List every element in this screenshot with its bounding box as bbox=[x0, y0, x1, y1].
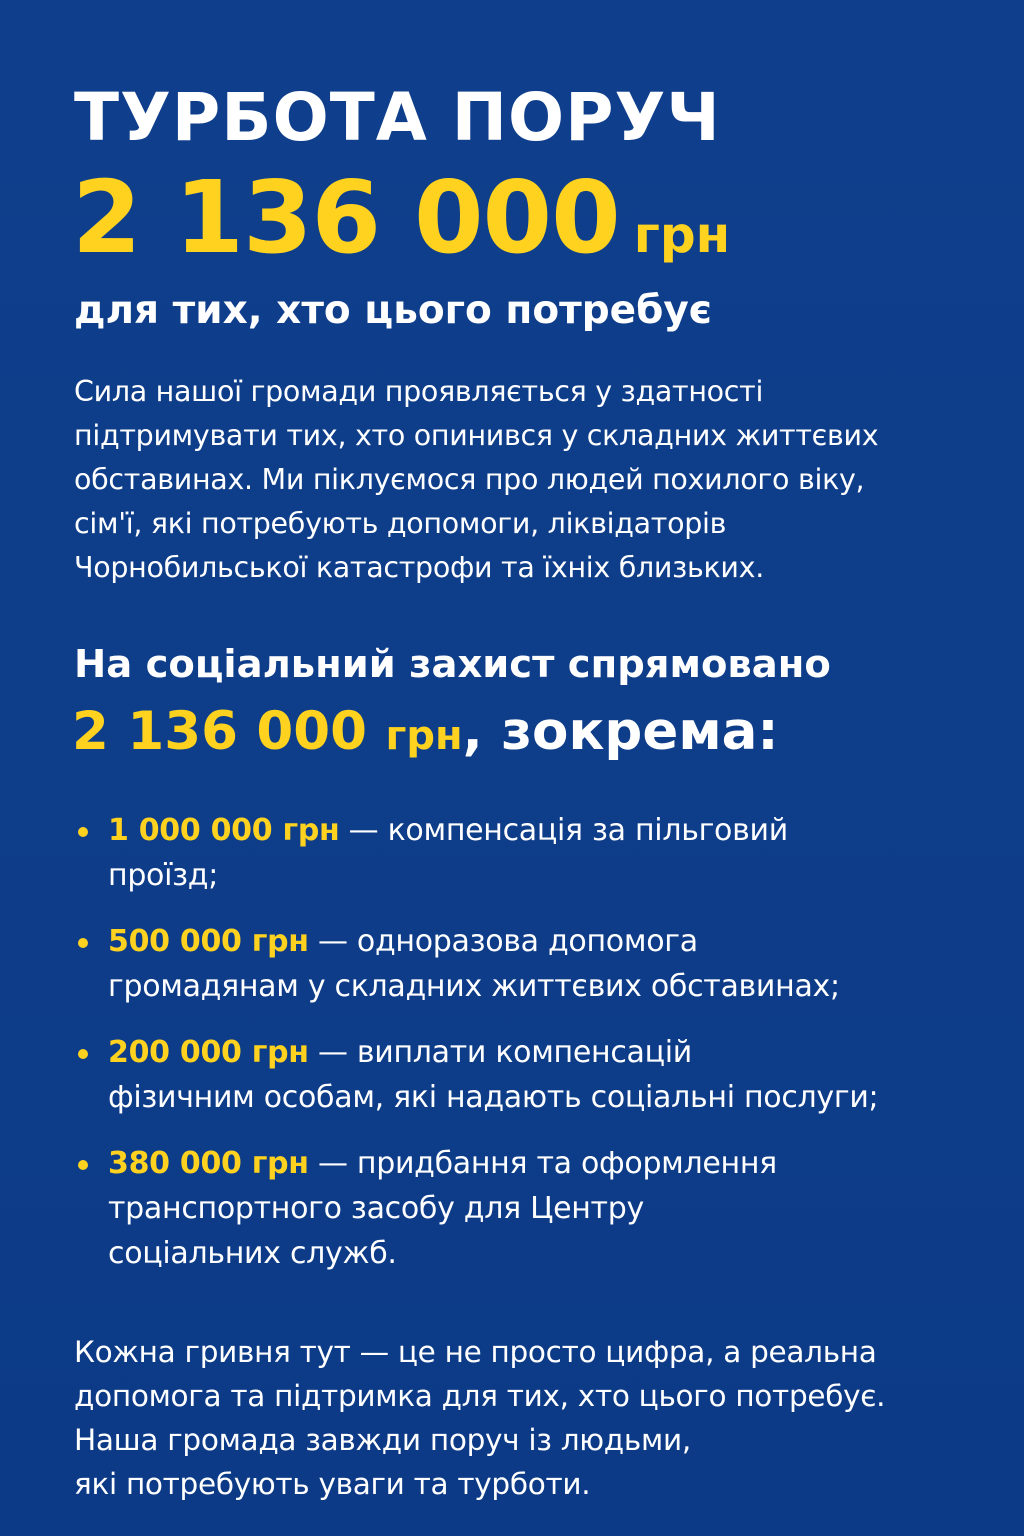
section-amount-suffix: , зокрема: bbox=[462, 701, 779, 762]
bullet-dot-icon bbox=[78, 938, 88, 948]
total-amount bbox=[72, 159, 731, 276]
closing-line: допомога та підтримка для тих, хто цього потребує. bbox=[74, 1379, 886, 1413]
list-item-first-line bbox=[108, 808, 974, 853]
closing-line: Наша громада завжди поруч із людьми, bbox=[74, 1423, 691, 1457]
intro-line: підтримувати тих, хто опинився у складних життєвих bbox=[74, 419, 879, 452]
page-title: ТУРБОТА ПОРУЧ bbox=[74, 79, 721, 156]
list-item-text: громадянам у складних життєвих обставинах; bbox=[108, 969, 840, 1004]
intro-paragraph bbox=[74, 370, 954, 590]
list-item bbox=[74, 1141, 974, 1276]
bullet-dot-icon bbox=[78, 827, 88, 837]
list-item-text: фізичним особам, які надають соціальні послуги; bbox=[108, 1080, 879, 1115]
closing-line: які потребують уваги та турботи. bbox=[74, 1467, 591, 1501]
section-amount bbox=[72, 700, 779, 764]
intro-line: Чорнобильської катастрофи та їхніх близьких. bbox=[74, 551, 764, 584]
closing-line: Кожна гривня тут — це не просто цифра, а реальна bbox=[74, 1335, 877, 1369]
list-item-text: — одноразова допомога bbox=[308, 924, 698, 959]
list-item-text: транспортного засобу для Центру bbox=[108, 1191, 644, 1226]
list-item bbox=[74, 808, 974, 898]
section-amount-value: 2 136 000 bbox=[72, 701, 368, 762]
closing-paragraph bbox=[74, 1330, 1004, 1506]
subtitle: для тих, хто цього потребує bbox=[74, 288, 712, 333]
list-item-amount: 1 000 000 грн bbox=[108, 813, 340, 848]
list-item-amount: 200 000 грн bbox=[108, 1035, 309, 1070]
list-item-amount: 380 000 грн bbox=[108, 1146, 309, 1181]
list-item-text: проїзд; bbox=[108, 858, 219, 893]
intro-line: Сила нашої громади проявляється у здатності bbox=[74, 375, 764, 408]
list-item-text: — компенсація за пільговий bbox=[339, 813, 788, 848]
bullet-dot-icon bbox=[78, 1160, 88, 1170]
list-item bbox=[74, 1030, 974, 1120]
section-heading: На соціальний захист спрямовано bbox=[74, 642, 831, 687]
intro-line: сім'ї, які потребують допомоги, ліквідаторів bbox=[74, 507, 727, 540]
list-item-text: — придбання та оформлення bbox=[308, 1146, 777, 1181]
list-item-text: — виплати компенсацій bbox=[308, 1035, 692, 1070]
list-item bbox=[74, 919, 974, 1009]
total-amount-value: 2 136 000 bbox=[72, 159, 620, 276]
list-item-first-line bbox=[108, 1141, 974, 1186]
list-item-first-line bbox=[108, 919, 974, 964]
section-amount-currency: грн bbox=[385, 713, 463, 759]
intro-line: обставинах. Ми піклуємося про людей похилого віку, bbox=[74, 463, 865, 496]
list-item-amount: 500 000 грн bbox=[108, 924, 309, 959]
list-item-text: соціальних служб. bbox=[108, 1236, 397, 1271]
allocation-list bbox=[74, 808, 974, 1297]
total-amount-currency: грн bbox=[633, 206, 731, 264]
list-item-first-line bbox=[108, 1030, 974, 1075]
bullet-dot-icon bbox=[78, 1049, 88, 1059]
